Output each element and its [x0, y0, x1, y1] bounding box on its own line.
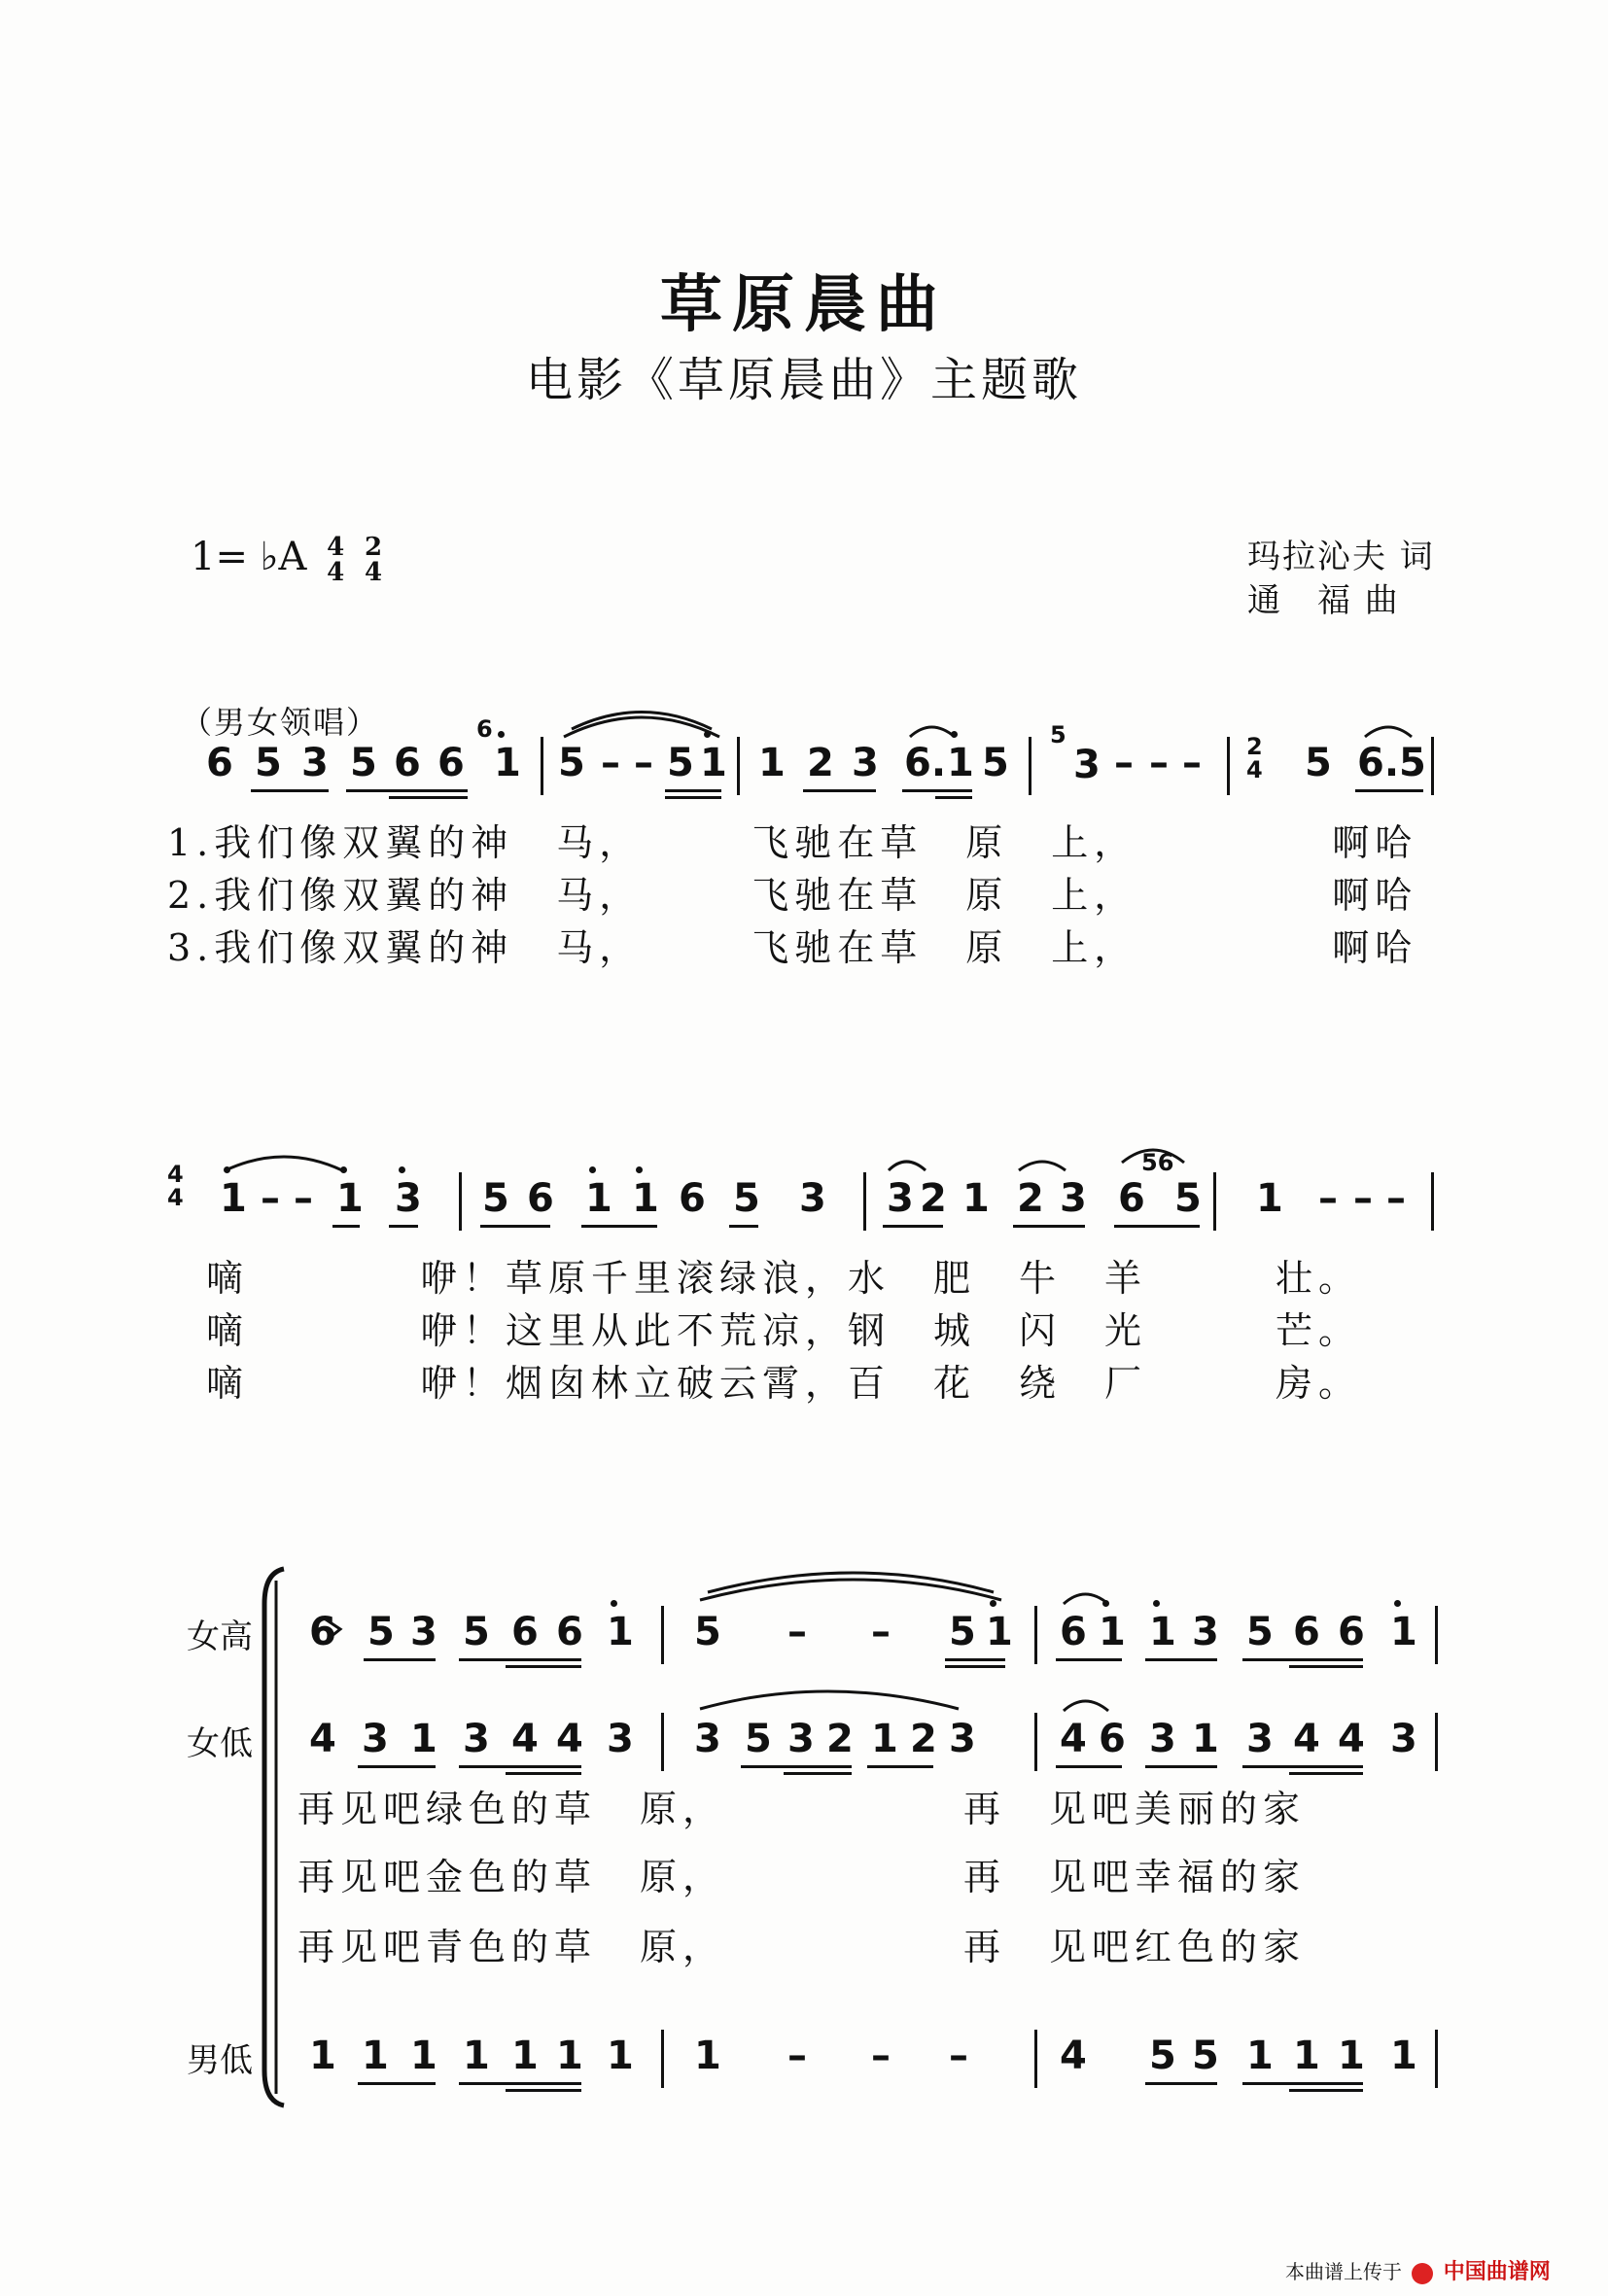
time-signature-1: 4 4 [327, 533, 345, 587]
song-subtitle: 电影《草原晨曲》主题歌 [525, 353, 1082, 407]
performer-note: （男女领唱） [181, 704, 380, 741]
composer-credit: 通 福 曲 [1247, 581, 1400, 620]
section2-lyric-verse2: 嘀 咿！这里从此不荒凉，钢 城 闪 光 芒。 [206, 1309, 1362, 1352]
time-signature-2: 2 4 [364, 533, 383, 587]
section1-lyric-verse2: 2.我们像双翼的神 马， 飞驰在草 原 上， 啊哈 [167, 874, 1418, 917]
lyricist-credit: 玛拉沁夫 词 [1247, 538, 1435, 576]
part-label-bass: 男低 [187, 2041, 253, 2080]
song-title: 草原晨曲 [660, 268, 948, 341]
section1-lyric-verse3: 3.我们像双翼的神 马， 飞驰在草 原 上， 啊哈 [167, 926, 1418, 969]
part-label-alto: 女低 [187, 1724, 253, 1763]
key-signature: 1= ♭A [191, 535, 307, 579]
site-logo-icon [1412, 2263, 1433, 2284]
footer-site[interactable]: 中国曲谱网 [1443, 2260, 1551, 2284]
part-label-soprano: 女高 [187, 1618, 253, 1656]
section3-lyric-verse3: 再见吧青色的草 原， 再 见吧红色的家 [297, 1926, 1307, 1968]
footer-text: 本曲谱上传于 [1285, 2260, 1402, 2283]
section3-lyric-verse2: 再见吧金色的草 原， 再 见吧幸福的家 [297, 1856, 1307, 1898]
footer-watermark [1285, 2255, 1551, 2285]
section2-lyric-verse3: 嘀 咿！烟囱林立破云霄，百 花 绕 厂 房。 [206, 1362, 1362, 1405]
section2-lyric-verse1: 嘀 咿！草原千里滚绿浪，水 肥 牛 羊 壮。 [206, 1257, 1362, 1300]
section1-lyric-verse1: 1.我们像双翼的神 马， 飞驰在草 原 上， 啊哈 [167, 821, 1418, 864]
section3-lyric-verse1: 再见吧绿色的草 原， 再 见吧美丽的家 [297, 1788, 1307, 1830]
